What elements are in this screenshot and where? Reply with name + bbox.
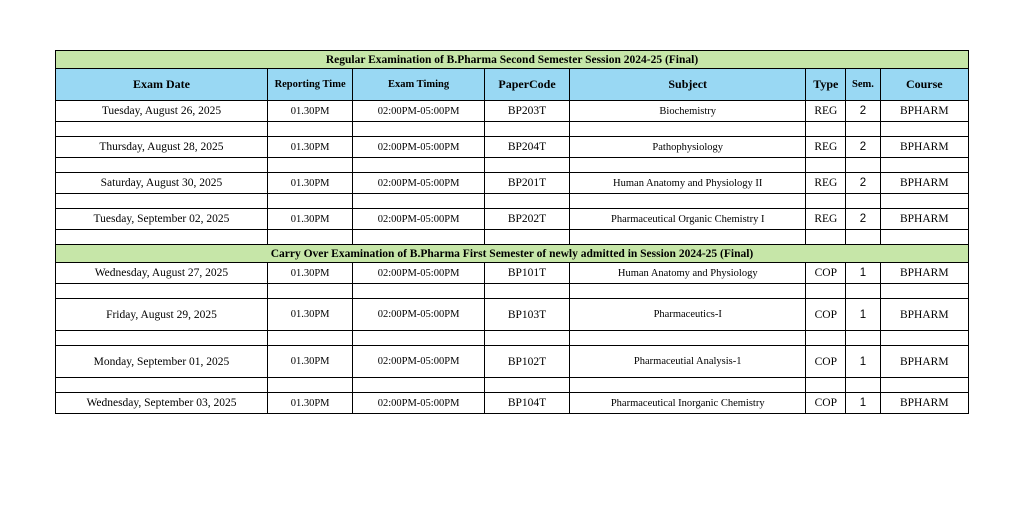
subject-cell: Pharmaceutical Organic Chemistry I [570,209,806,230]
header-type: Type [806,69,846,101]
paper-code-cell: BP102T [484,346,569,378]
type-cell: REG [806,137,846,158]
type-cell: REG [806,173,846,194]
spacer-row [56,158,969,173]
reporting-time-cell: 01.30PM [267,137,352,158]
type-cell: REG [806,101,846,122]
course-cell: BPHARM [880,101,968,122]
course-cell: BPHARM [880,346,968,378]
exam-date-cell: Friday, August 29, 2025 [56,299,268,331]
subject-cell: Pharmaceutics-I [570,299,806,331]
header-subject: Subject [570,69,806,101]
sem-cell: 1 [846,346,880,378]
section-title: Carry Over Examination of B.Pharma First Semester of newly admitted in Session 2024-25 (Final) [56,245,969,263]
table-row [56,137,969,158]
subject-cell: Human Anatomy and Physiology II [570,173,806,194]
reporting-time-cell: 01.30PM [267,263,352,284]
exam-timing-cell: 02:00PM-05:00PM [353,209,485,230]
paper-code-cell: BP201T [484,173,569,194]
reporting-time-cell: 01.30PM [267,393,352,414]
spacer-row [56,331,969,346]
paper-code-cell: BP203T [484,101,569,122]
sem-cell: 2 [846,209,880,230]
exam-timing-cell: 02:00PM-05:00PM [353,263,485,284]
table-row [56,263,969,284]
exam-schedule-table [55,50,969,414]
header-paper-code: PaperCode [484,69,569,101]
type-cell: COP [806,299,846,331]
header-course: Course [880,69,968,101]
paper-code-cell: BP103T [484,299,569,331]
exam-timing-cell: 02:00PM-05:00PM [353,137,485,158]
subject-cell: Pharmaceutical Inorganic Chemistry [570,393,806,414]
paper-code-cell: BP204T [484,137,569,158]
reporting-time-cell: 01.30PM [267,101,352,122]
table-row [56,346,969,378]
table-row [56,299,969,331]
exam-timing-cell: 02:00PM-05:00PM [353,173,485,194]
exam-date-cell: Wednesday, September 03, 2025 [56,393,268,414]
table-row [56,101,969,122]
exam-date-cell: Tuesday, September 02, 2025 [56,209,268,230]
section-title-row [56,245,969,263]
exam-date-cell: Saturday, August 30, 2025 [56,173,268,194]
type-cell: COP [806,263,846,284]
sem-cell: 2 [846,137,880,158]
subject-cell: Biochemistry [570,101,806,122]
sem-cell: 1 [846,263,880,284]
table-row [56,209,969,230]
subject-cell: Pharmaceutial Analysis-1 [570,346,806,378]
section-title-row [56,51,969,69]
reporting-time-cell: 01.30PM [267,173,352,194]
exam-timing-cell: 02:00PM-05:00PM [353,346,485,378]
type-cell: COP [806,393,846,414]
exam-timing-cell: 02:00PM-05:00PM [353,393,485,414]
course-cell: BPHARM [880,299,968,331]
sem-cell: 2 [846,101,880,122]
exam-timing-cell: 02:00PM-05:00PM [353,101,485,122]
reporting-time-cell: 01.30PM [267,299,352,331]
type-cell: REG [806,209,846,230]
sem-cell: 2 [846,173,880,194]
header-sem: Sem. [846,69,880,101]
exam-date-cell: Monday, September 01, 2025 [56,346,268,378]
paper-code-cell: BP101T [484,263,569,284]
reporting-time-cell: 01.30PM [267,209,352,230]
type-cell: COP [806,346,846,378]
header-reporting-time: Reporting Time [267,69,352,101]
paper-code-cell: BP202T [484,209,569,230]
spacer-row [56,230,969,245]
subject-cell: Human Anatomy and Physiology [570,263,806,284]
table-row [56,393,969,414]
reporting-time-cell: 01.30PM [267,346,352,378]
spacer-row [56,284,969,299]
sem-cell: 1 [846,299,880,331]
header-exam-date: Exam Date [56,69,268,101]
spacer-row [56,194,969,209]
exam-timing-cell: 02:00PM-05:00PM [353,299,485,331]
exam-date-cell: Tuesday, August 26, 2025 [56,101,268,122]
header-exam-timing: Exam Timing [353,69,485,101]
table-row [56,173,969,194]
exam-date-cell: Wednesday, August 27, 2025 [56,263,268,284]
course-cell: BPHARM [880,137,968,158]
sem-cell: 1 [846,393,880,414]
subject-cell: Pathophysiology [570,137,806,158]
course-cell: BPHARM [880,209,968,230]
spacer-row [56,378,969,393]
column-header-row [56,69,969,101]
section-title: Regular Examination of B.Pharma Second Semester Session 2024-25 (Final) [56,51,969,69]
exam-date-cell: Thursday, August 28, 2025 [56,137,268,158]
spacer-row [56,122,969,137]
paper-code-cell: BP104T [484,393,569,414]
course-cell: BPHARM [880,263,968,284]
course-cell: BPHARM [880,173,968,194]
course-cell: BPHARM [880,393,968,414]
